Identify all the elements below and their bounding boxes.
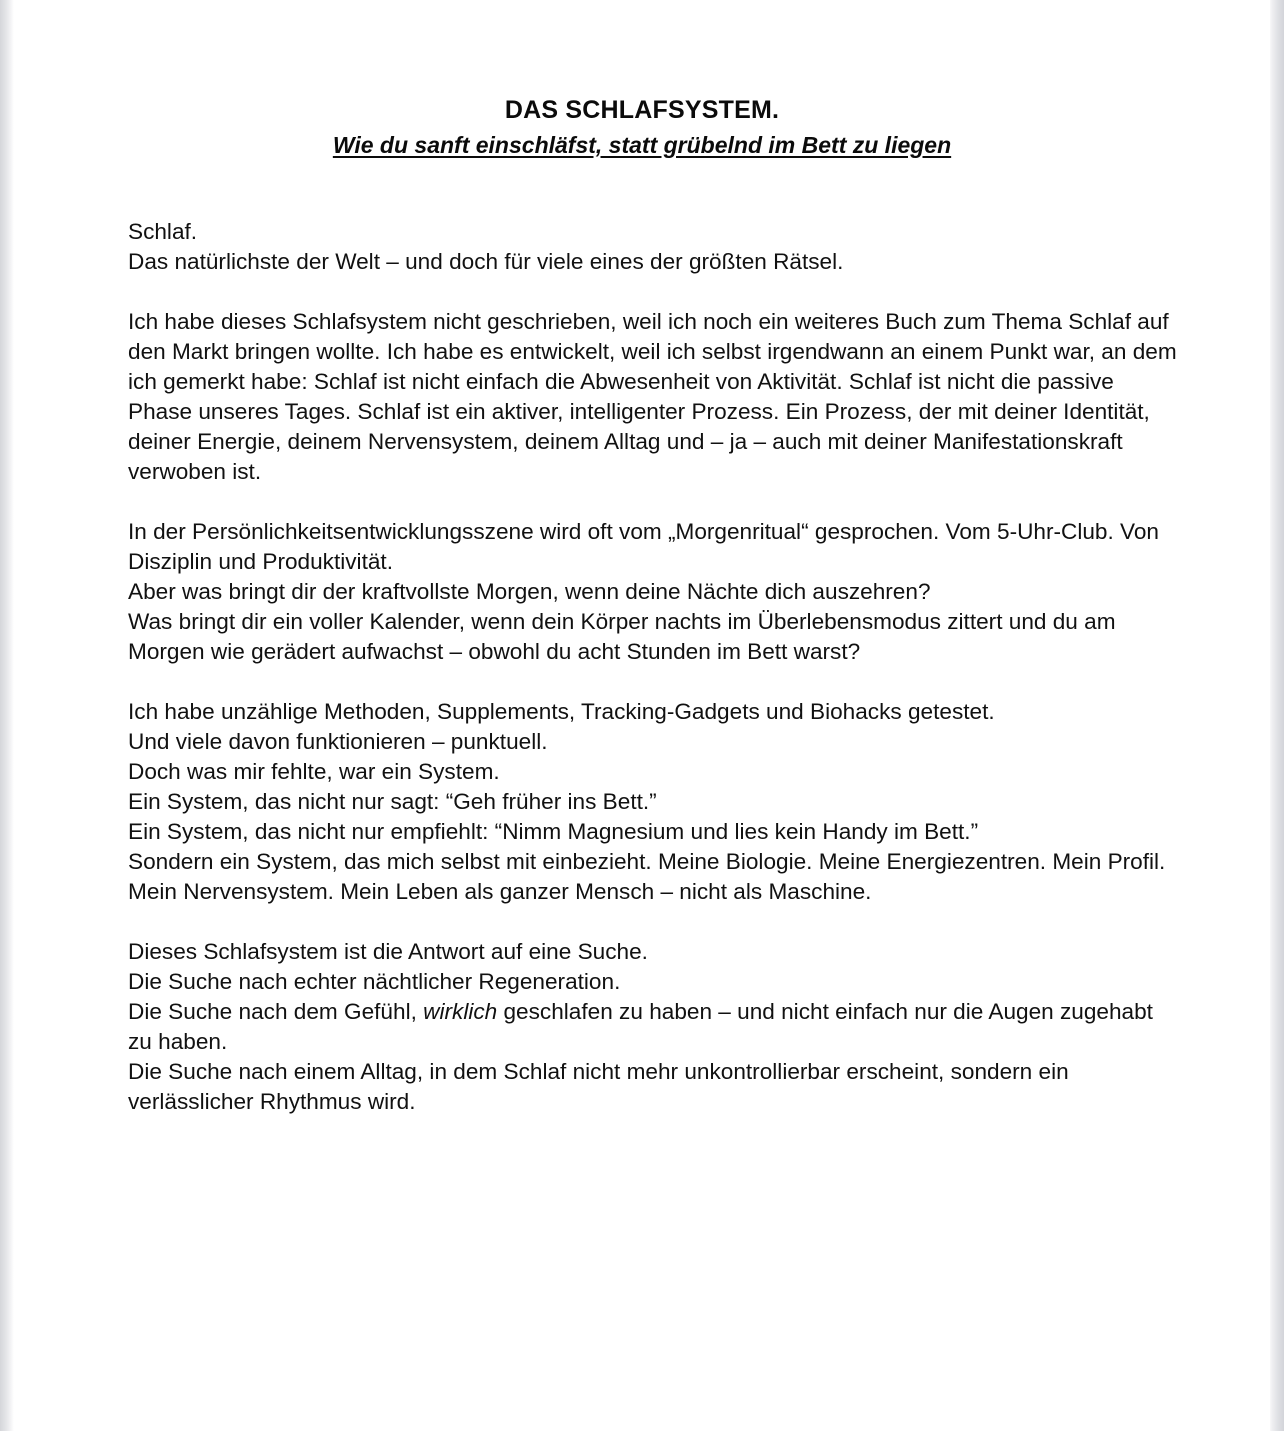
- text-block: Ich habe dieses Schlafsystem nicht geschrieben, weil ich noch ein weiteres Buch zum Thema Schlaf auf den Markt bringen wollte. Ich habe es entwickelt, weil ich selbst irgendwann an einem Punkt war, an dem ich gemerkt habe: Schlaf ist nicht einfach die Abwesenheit von Aktivität. Schlaf ist nicht die passive Phase unseres Tages. Schlaf ist ein aktiver, intelligenter Prozess. Ein Prozess, der mit deiner Identität, deiner Energie, deinem Nervensystem, deinem Alltag und – ja – auch mit deiner Manifestationskraft verwoben ist.: [128, 309, 1177, 485]
- text-line: Dieses Schlafsystem ist die Antwort auf eine Suche.: [128, 939, 648, 965]
- text-line: Ein System, das nicht nur sagt: “Geh früher ins Bett.”: [128, 789, 657, 815]
- document-header: [14, 0, 1270, 159]
- text-line: In der Persönlichkeitsentwicklungsszene wird oft vom „Morgenritual“ gesprochen. Vom 5-Uhr-Club. Von Disziplin und Produktivität.: [128, 519, 1159, 575]
- paragraph-morgenritual: [128, 517, 1182, 667]
- paragraph-intro: [128, 217, 1182, 277]
- paragraph-system: [128, 697, 1182, 907]
- text-line: Ein System, das nicht nur empfiehlt: “Nimm Magnesium und lies kein Handy im Bett.”: [128, 819, 979, 845]
- text-line: Doch was mir fehlte, war ein System.: [128, 759, 500, 785]
- text-line: Aber was bringt dir der kraftvollste Morgen, wenn deine Nächte dich auszehren?: [128, 579, 931, 605]
- paragraph-motivation: [128, 307, 1182, 487]
- text-line: Sondern ein System, das mich selbst mit einbezieht. Meine Biologie. Meine Energiezentren. Mein Profil. Mein Nervensystem. Mein Leben als ganzer Mensch – nicht als Maschine.: [128, 849, 1166, 905]
- paragraph-suche: [128, 937, 1182, 1117]
- text-line: Schlaf.: [128, 219, 198, 245]
- text-line: Die Suche nach echter nächtlicher Regeneration.: [128, 969, 621, 995]
- text-line: Was bringt dir ein voller Kalender, wenn dein Körper nachts im Überlebensmodus zittert und du am Morgen wie gerädert aufwachst – obwohl du acht Stunden im Bett warst?: [128, 609, 1116, 665]
- text-line: Das natürlichste der Welt – und doch für viele eines der größten Rätsel.: [128, 249, 844, 275]
- text-segment-before: Die Suche nach dem Gefühl,: [128, 999, 424, 1025]
- page-title: DAS SCHLAFSYSTEM.: [504, 96, 780, 124]
- page-subtitle: Wie du sanft einschläfst, statt grübelnd im Bett zu liegen: [332, 131, 952, 158]
- text-line: Die Suche nach einem Alltag, in dem Schlaf nicht mehr unkontrollierbar erscheint, sondern ein verlässlicher Rhythmus wird.: [128, 1059, 1069, 1115]
- emphasis-wirklich: wirklich: [423, 999, 498, 1025]
- document-page: [14, 0, 1270, 1431]
- text-line: Und viele davon funktionieren – punktuell.: [128, 729, 548, 755]
- text-line-with-emphasis: [128, 997, 1182, 1057]
- text-line: Ich habe unzählige Methoden, Supplements, Tracking-Gadgets und Biohacks getestet.: [128, 699, 995, 725]
- document-body: [14, 217, 1270, 1117]
- text-segment-after: geschlafen zu haben – und nicht einfach nur die Augen zugehabt zu haben.: [128, 999, 1153, 1055]
